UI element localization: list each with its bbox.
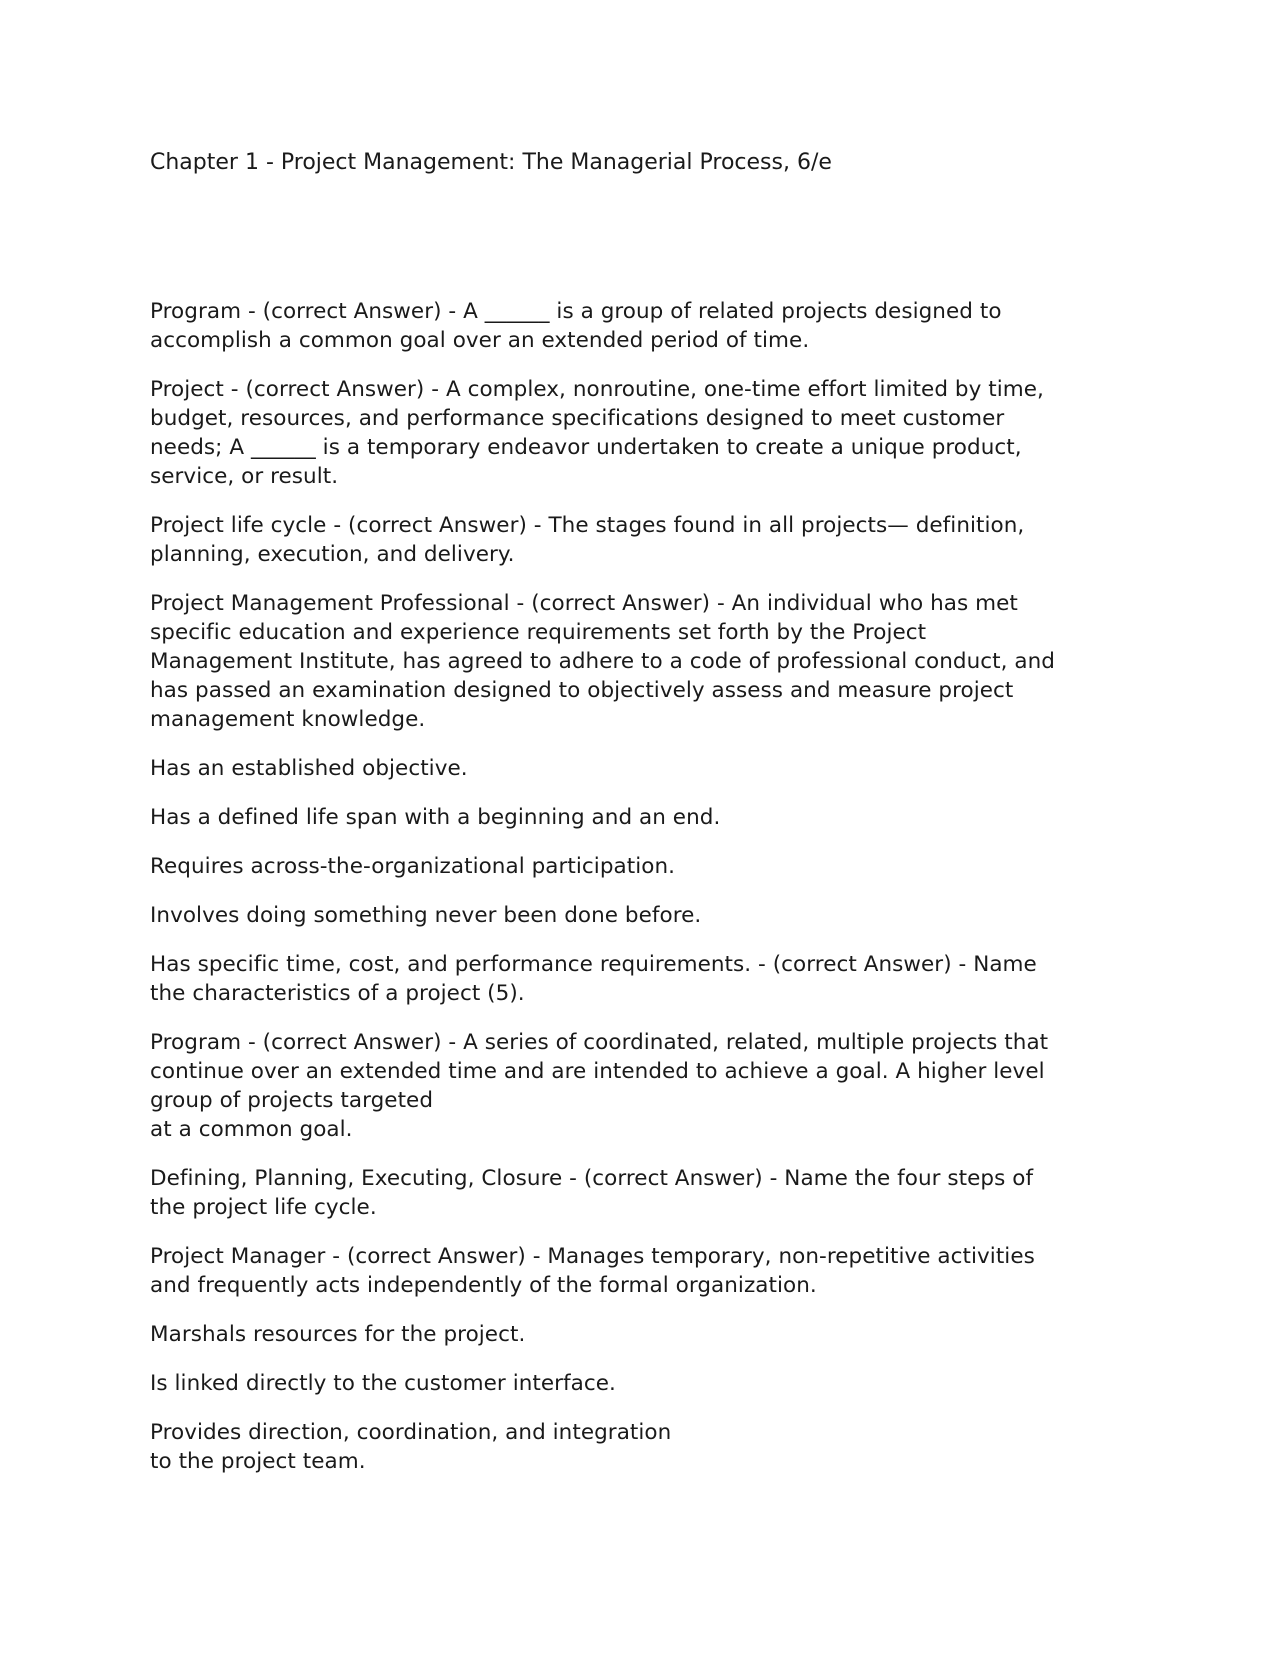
paragraph — [150, 1164, 1140, 1222]
text-line: Project Management Professional - (correct Answer) - An individual who has met — [150, 591, 1018, 616]
paragraph — [150, 589, 1140, 734]
text-line: Program - (correct Answer) - A series of coordinated, related, multiple projects that — [150, 1030, 1049, 1055]
text-line: the project life cycle. — [150, 1195, 377, 1220]
paragraph — [150, 1320, 1140, 1349]
text-line: Project - (correct Answer) - A complex, nonroutine, one-time effort limited by time, — [150, 377, 1044, 402]
text-line: budget, resources, and performance specifications designed to meet customer — [150, 406, 1005, 431]
paragraph — [150, 375, 1140, 491]
paragraph — [150, 1418, 1140, 1476]
text-line: Management Institute, has agreed to adhere to a code of professional conduct, and — [150, 649, 1055, 674]
text-line: Program - (correct Answer) - A ______ is a group of related projects designed to — [150, 299, 1002, 324]
text-line: Defining, Planning, Executing, Closure - (correct Answer) - Name the four steps of — [150, 1166, 1034, 1191]
paragraph — [150, 852, 1140, 881]
text-line: Marshals resources for the project. — [150, 1322, 526, 1347]
text-line: Requires across-the-organizational participation. — [150, 854, 676, 879]
paragraph — [150, 1028, 1140, 1144]
text-line: Has a defined life span with a beginning and an end. — [150, 805, 721, 830]
document-body — [150, 297, 1140, 1496]
paragraph — [150, 1242, 1140, 1300]
text-line: service, or result. — [150, 464, 339, 489]
paragraph — [150, 901, 1140, 930]
paragraph — [150, 297, 1140, 355]
text-line: Project Manager - (correct Answer) - Manages temporary, non-repetitive activities — [150, 1244, 1035, 1269]
text-line: Is linked directly to the customer interface. — [150, 1371, 616, 1396]
text-line: the characteristics of a project (5). — [150, 981, 525, 1006]
text-line: Provides direction, coordination, and integration — [150, 1420, 672, 1445]
text-line: Project life cycle - (correct Answer) - The stages found in all projects— definition, — [150, 513, 1025, 538]
text-line: to the project team. — [150, 1449, 366, 1474]
text-line: and frequently acts independently of the formal organization. — [150, 1273, 817, 1298]
text-line: at a common goal. — [150, 1117, 353, 1142]
text-line: Has specific time, cost, and performance requirements. - (correct Answer) - Name — [150, 952, 1037, 977]
text-line: accomplish a common goal over an extended period of time. — [150, 328, 810, 353]
paragraph — [150, 754, 1140, 783]
paragraph — [150, 803, 1140, 832]
text-line: group of projects targeted — [150, 1088, 434, 1113]
text-line: specific education and experience requirements set forth by the Project — [150, 620, 927, 645]
text-line: Has an established objective. — [150, 756, 468, 781]
text-line: continue over an extended time and are intended to achieve a goal. A higher level — [150, 1059, 1045, 1084]
paragraph — [150, 1369, 1140, 1398]
text-line: planning, execution, and delivery. — [150, 542, 515, 567]
document-title: Chapter 1 - Project Management: The Managerial Process, 6/e — [150, 150, 832, 175]
paragraph — [150, 511, 1140, 569]
text-line: has passed an examination designed to objectively assess and measure project — [150, 678, 1014, 703]
text-line: Involves doing something never been done before. — [150, 903, 702, 928]
text-line: needs; A ______ is a temporary endeavor undertaken to create a unique product, — [150, 435, 1022, 460]
paragraph — [150, 950, 1140, 1008]
text-line: management knowledge. — [150, 707, 426, 732]
